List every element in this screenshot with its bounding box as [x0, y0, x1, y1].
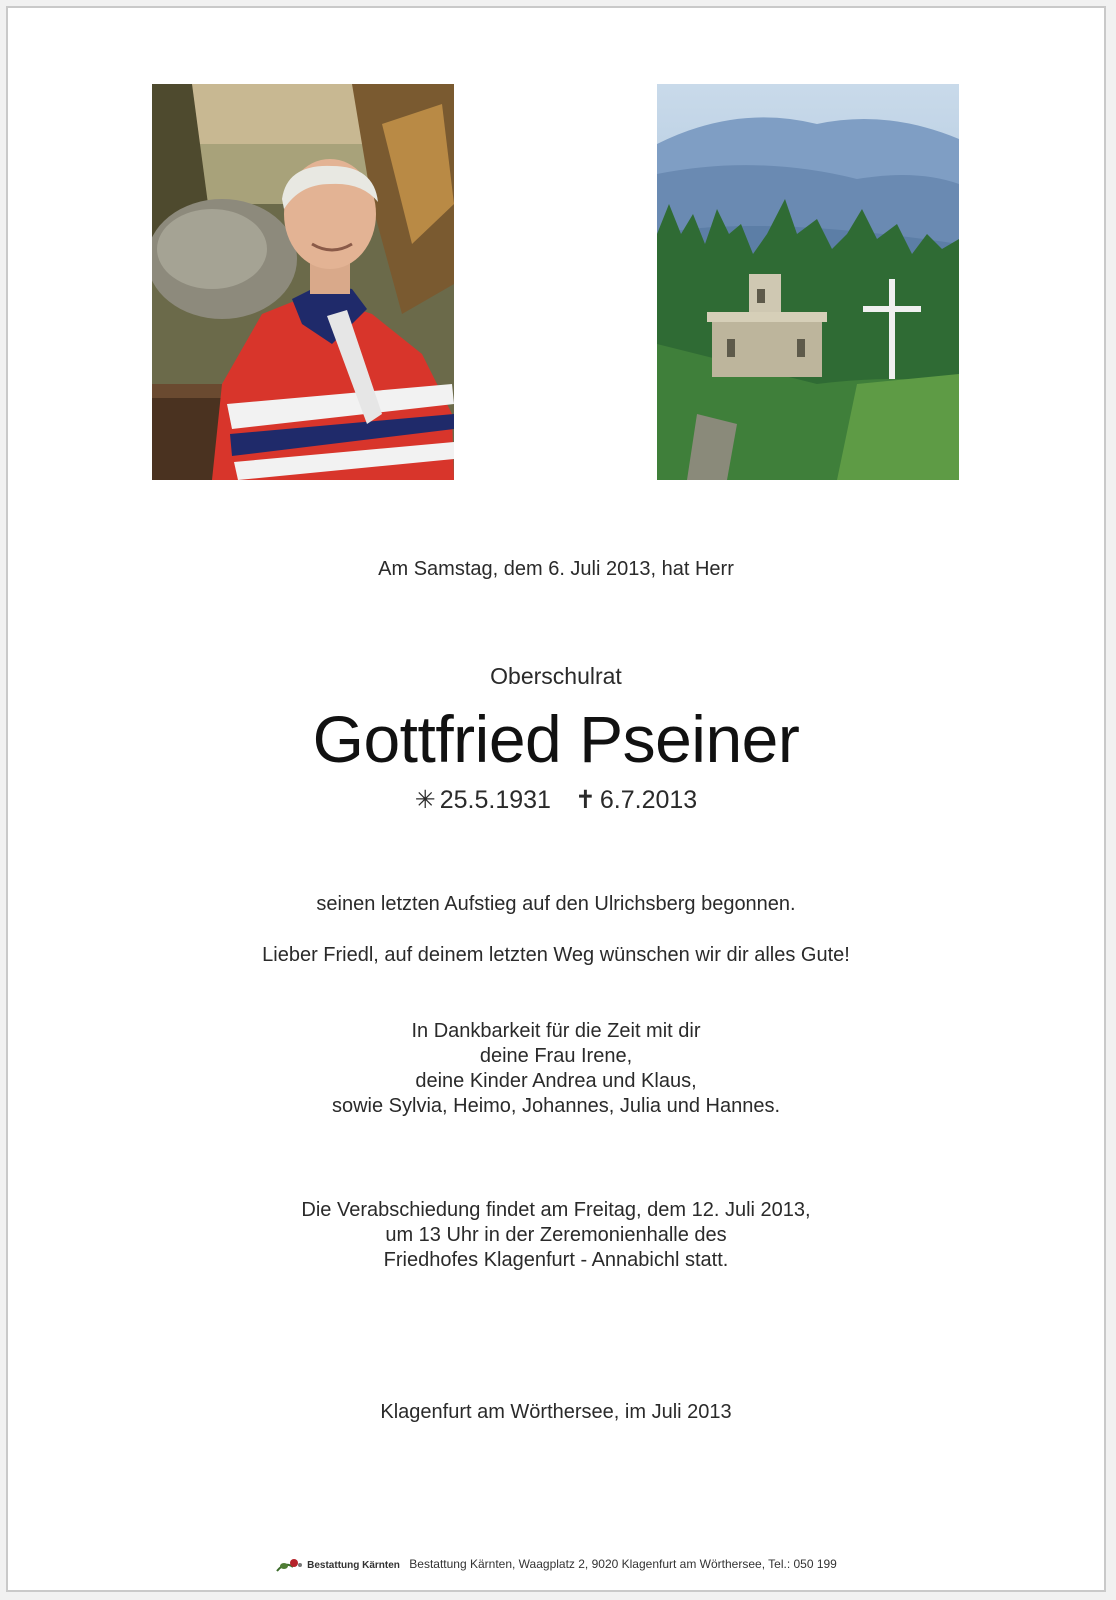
footer	[8, 1557, 1104, 1573]
funeral-home-logo	[275, 1557, 400, 1573]
ulrichsberg-photo	[657, 84, 959, 480]
family-line: deine Kinder Andrea und Klaus,	[415, 1070, 697, 1092]
family-line: deine Frau Irene,	[479, 1045, 633, 1067]
logo-text: Bestattung Kärnten	[307, 1559, 400, 1571]
obituary-sheet	[6, 6, 1106, 1592]
death-cross-icon: ✝	[574, 785, 596, 814]
honorary-title: Oberschulrat	[490, 663, 622, 689]
family-line: sowie Sylvia, Heimo, Johannes, Julia und Hannes.	[331, 1095, 781, 1117]
footer-address: Bestattung Kärnten, Waagplatz 2, 9020 Klagenfurt am Wörthersee, Tel.: 050 199	[409, 1557, 837, 1572]
deceased-name: Gottfried Pseiner	[312, 702, 800, 776]
message-line-1: seinen letzten Aufstieg auf den Ulrichsberg begonnen.	[316, 893, 796, 915]
family-line: In Dankbarkeit für die Zeit mit dir	[411, 1020, 701, 1042]
ceremony-line: Friedhofes Klagenfurt - Annabichl statt.	[383, 1249, 729, 1271]
portrait-photo	[152, 84, 454, 480]
birth-star-icon: ✳	[414, 785, 436, 814]
intro-text: Am Samstag, dem 6. Juli 2013, hat Herr	[378, 558, 734, 580]
rose-icon	[275, 1557, 305, 1573]
birth-date: 25.5.1931	[439, 786, 551, 814]
ceremony-block	[8, 1198, 1104, 1273]
ceremony-line: Die Verabschiedung findet am Freitag, dem 12. Juli 2013,	[301, 1199, 811, 1221]
message-line-2: Lieber Friedl, auf deinem letzten Weg wünschen wir dir alles Gute!	[262, 944, 850, 966]
ceremony-line: um 13 Uhr in der Zeremonienhalle des	[385, 1224, 727, 1246]
life-dates	[8, 785, 1104, 815]
place-date: Klagenfurt am Wörthersee, im Juli 2013	[380, 1401, 732, 1423]
family-block	[8, 1019, 1104, 1119]
death-date: 6.7.2013	[599, 786, 698, 814]
